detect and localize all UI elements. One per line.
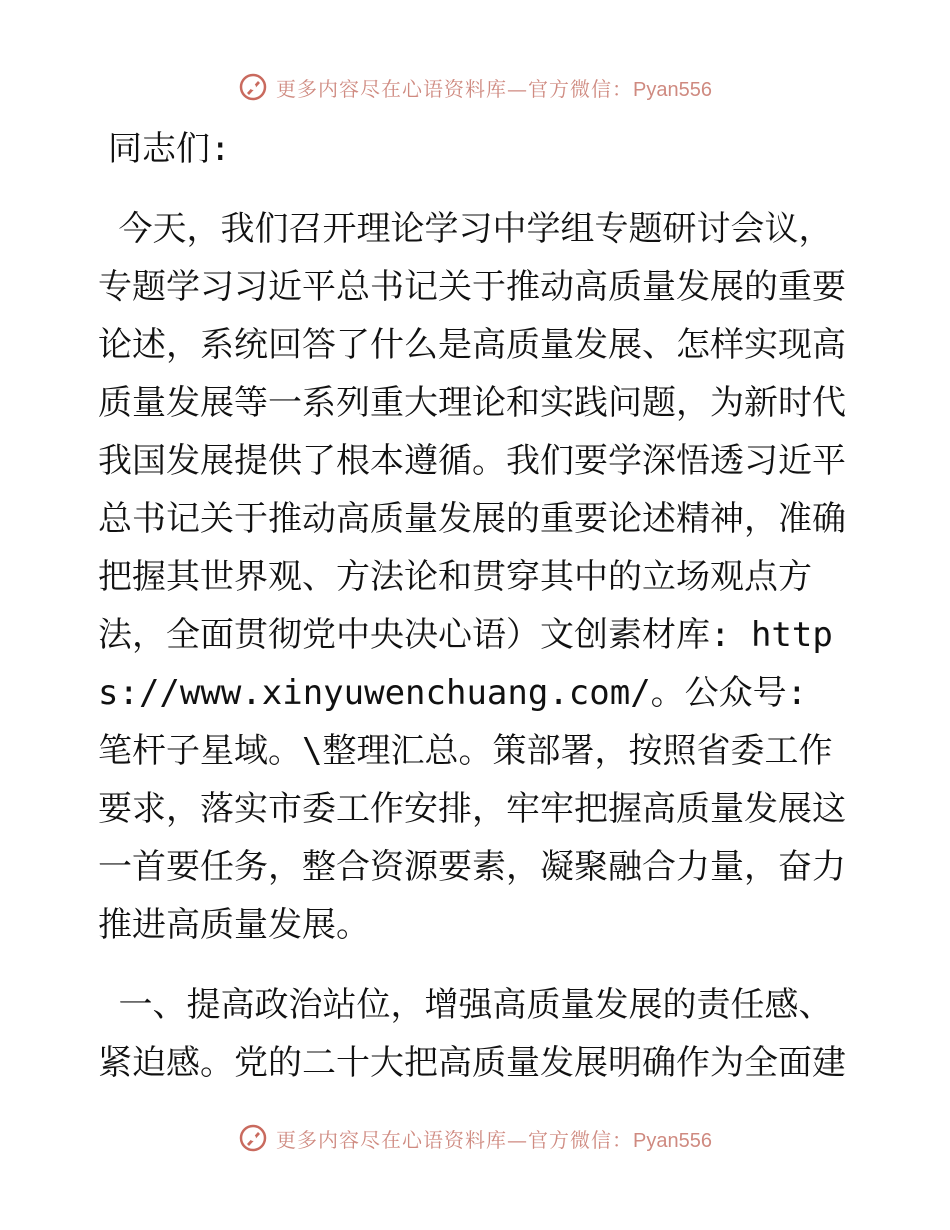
- footer-watermark: [0, 1123, 950, 1153]
- header-watermark: [0, 72, 950, 102]
- pen-circle-icon: [238, 1123, 268, 1153]
- paragraph-section-one: 一、提高政治站位，增强高质量发展的责任感、紧迫感。党的二十大把高质量发展明确作为全面建: [98, 985, 846, 1083]
- greeting: 同志们:: [108, 129, 231, 169]
- pen-circle-icon: [238, 72, 268, 102]
- watermark-label: 更多内容尽在心语资料库—官方微信：: [276, 1127, 634, 1152]
- document-body: [98, 120, 850, 1092]
- watermark-wechat-id: Pyan556: [633, 78, 712, 101]
- paragraph-intro: 今天，我们召开理论学习中学组专题研讨会议，专题学习习近平总书记关于推动高质量发展的重要论述，系统回答了什么是高质量发展、怎样实现高质量发展等一系列重大理论和实践问题，为新时代我国发展提供了根本遵循。我们要学深悟透习近平总书记关于推动高质量发展的重要论述精神，准确把握其世界观、方法论和贯穿其中的立场观点方法，全面贯彻党中央决心语）文创素材库: https://www.xinyuwenchuang.com/。公众号: 笔杆子星域。\整理汇总。策部署，按照省委工作要求，落实市委工作安排，牢牢把握高质量发展这一首要任务，整合资源要素，凝聚融合力量，奋力推进高质量发展。: [98, 209, 846, 945]
- watermark-text: [276, 1124, 712, 1153]
- watermark-wechat-id: Pyan556: [633, 1129, 712, 1152]
- watermark-text: [276, 73, 712, 102]
- watermark-label: 更多内容尽在心语资料库—官方微信：: [276, 76, 634, 101]
